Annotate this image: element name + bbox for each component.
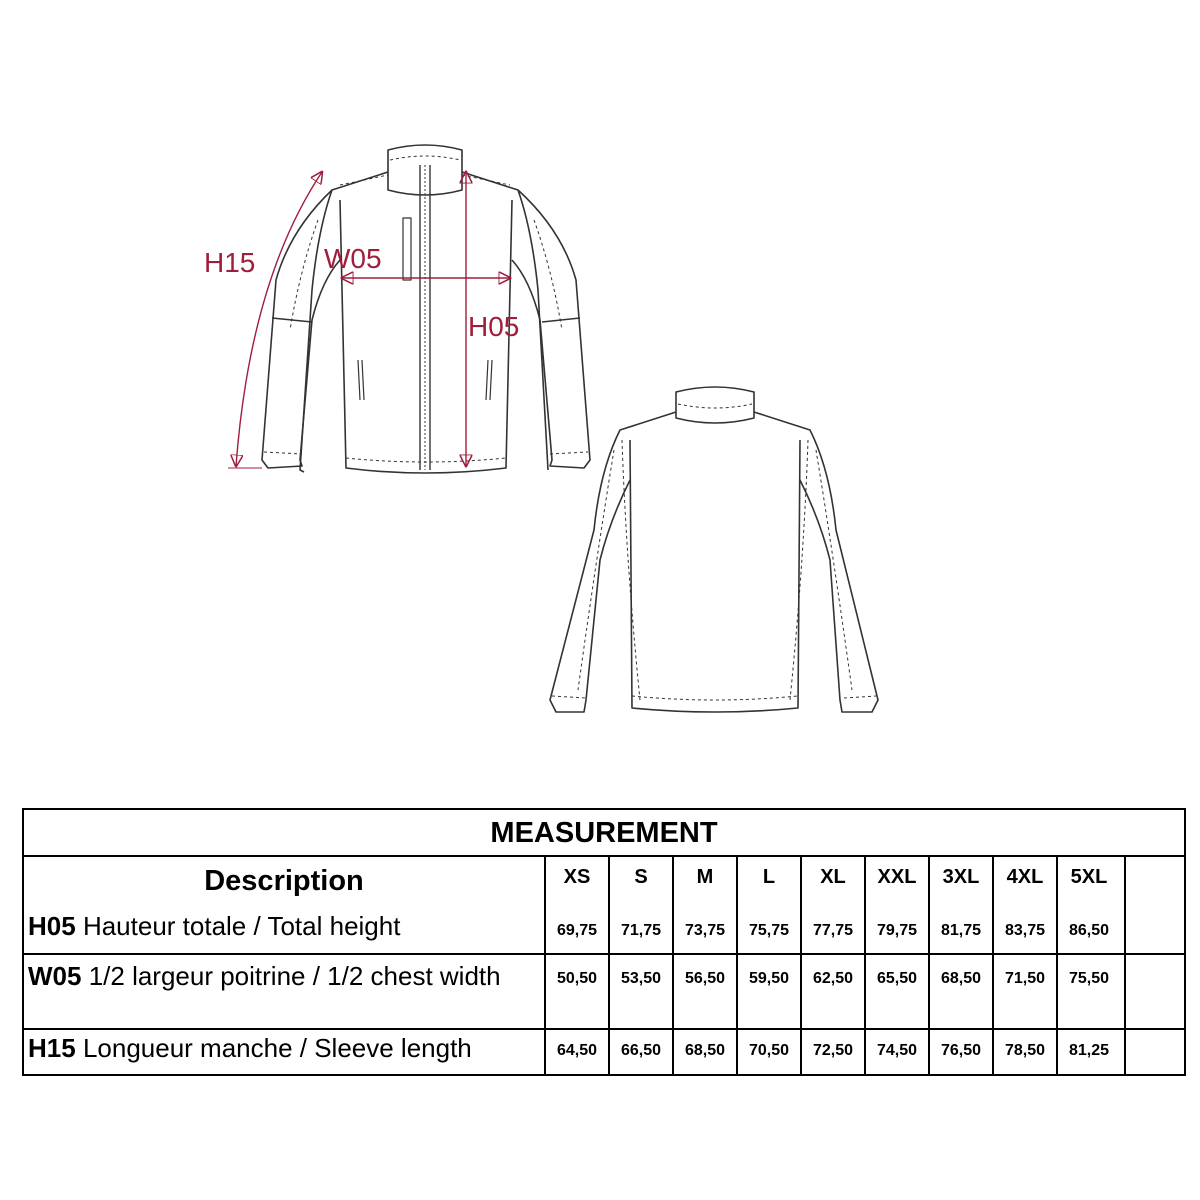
table-cell: 62,50	[812, 970, 854, 987]
table-cell: 72,50	[812, 1042, 854, 1059]
table-cell: 74,50	[876, 1042, 918, 1059]
table-row-w05-description	[28, 960, 544, 1028]
table-cell: 75,50	[1068, 970, 1110, 987]
table-cell: 71,50	[1004, 970, 1046, 987]
row-label: Longueur manche / Sleeve length	[82, 1033, 472, 1063]
table-cell: 76,50	[940, 1042, 982, 1059]
table-title: MEASUREMENT	[490, 817, 718, 849]
table-cell: 75,75	[748, 922, 790, 939]
row-label: Hauteur totale / Total height	[82, 911, 401, 941]
jacket-front-view	[262, 145, 590, 473]
table-cell: 65,50	[876, 970, 918, 987]
table-cell: 68,50	[940, 970, 982, 987]
table-cell: 70,50	[748, 1042, 790, 1059]
row-label: 1/2 largeur poitrine / 1/2 chest width	[88, 961, 501, 991]
table-cell: 50,50	[556, 970, 598, 987]
table-row-h15-description	[28, 1032, 544, 1072]
size-header-5xl: 5XL	[1070, 866, 1108, 888]
row-code: H15	[28, 1033, 76, 1063]
table-cell: 77,75	[812, 922, 854, 939]
table-cell: 79,75	[876, 922, 918, 939]
size-header-l: L	[762, 866, 776, 888]
table-cell: 66,50	[620, 1042, 662, 1059]
table-cell: 53,50	[620, 970, 662, 987]
size-header-xxl: XXL	[877, 866, 917, 888]
label-chest-width: W05	[324, 243, 382, 274]
size-header-4xl: 4XL	[1006, 866, 1044, 888]
jacket-back-view	[550, 387, 878, 712]
table-cell: 73,75	[684, 922, 726, 939]
row-code: H05	[28, 911, 76, 941]
table-cell: 83,75	[1004, 922, 1046, 939]
size-header-m: M	[696, 866, 714, 888]
row-code: W05	[28, 961, 82, 991]
table-cell: 81,25	[1068, 1042, 1110, 1059]
table-cell: 59,50	[748, 970, 790, 987]
label-total-height: H05	[468, 311, 520, 342]
table-cell: 78,50	[1004, 1042, 1046, 1059]
measurement-table	[22, 808, 1186, 1076]
table-cell: 68,50	[684, 1042, 726, 1059]
size-header-s: S	[634, 866, 648, 888]
table-cell: 81,75	[940, 922, 982, 939]
description-header: Description	[204, 865, 364, 897]
size-header-xs: XS	[563, 866, 591, 888]
table-cell: 69,75	[556, 922, 598, 939]
size-header-xl: XL	[820, 866, 846, 888]
size-header-3xl: 3XL	[942, 866, 980, 888]
table-cell: 86,50	[1068, 922, 1110, 939]
label-sleeve-length: H15	[204, 247, 256, 278]
table-cell: 64,50	[556, 1042, 598, 1059]
table-cell: 71,75	[620, 922, 662, 939]
table-cell: 56,50	[684, 970, 726, 987]
table-row-h05-description	[28, 910, 544, 950]
